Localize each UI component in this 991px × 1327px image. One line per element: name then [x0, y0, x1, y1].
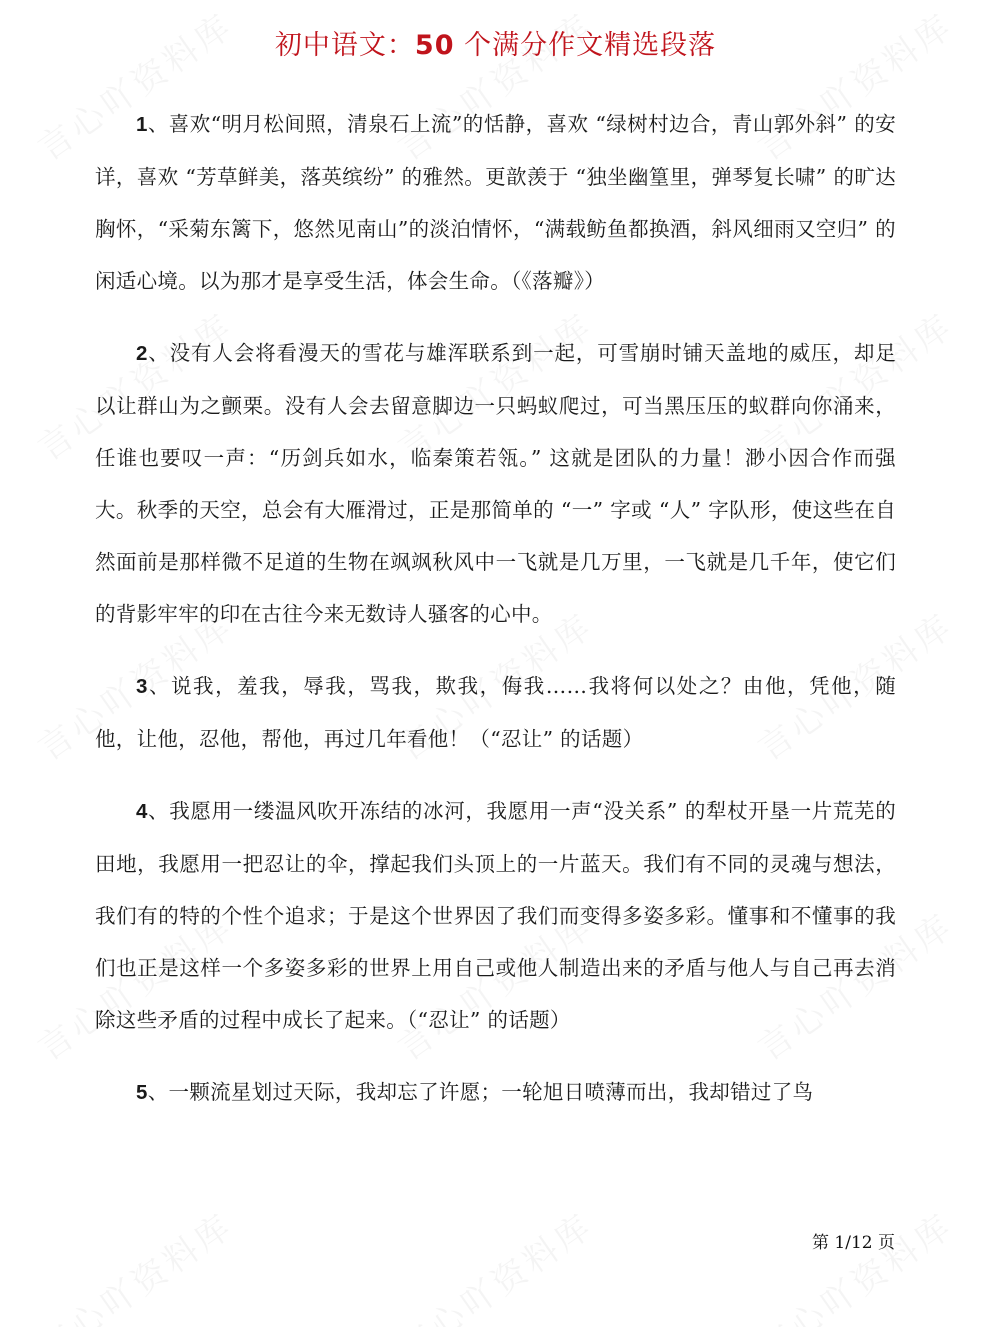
- paragraph-text: 、一颗流星划过天际，我却忘了许愿；一轮旭日喷薄而出，我却错过了鸟: [147, 1080, 814, 1104]
- paragraph-number: 3: [136, 675, 148, 698]
- paragraph-1: [95, 98, 896, 307]
- title-number: 50: [414, 30, 455, 61]
- paragraph-4: [95, 785, 896, 1046]
- paragraph-text: 、我愿用一缕温风吹开冻结的冰河，我愿用一声“没关系” 的犁杖开垦一片荒芜的田地，我愿用一把忍让的伞，撑起我们头顶上的一片蓝天。我们有不同的灵魂与想法，我们有的特的个性个追求；于是这个世界因了我们而变得多姿多彩。懂事和不懂事的我们也正是这样一个多姿多彩的世界上用自己或他人制造出来的矛盾与他人与自己再去消除这些矛盾的过程中成长了起来。（“忍让” 的话题）: [95, 799, 896, 1032]
- document-title: [95, 0, 896, 66]
- title-prefix: 初中语文：: [274, 30, 415, 61]
- title-suffix: 个满分作文精选段落: [454, 30, 717, 61]
- watermark: [27, 1199, 242, 1327]
- paragraph-5: [95, 1066, 896, 1119]
- paragraph-text: 、喜欢“明月松间照，清泉石上流”的恬静，喜欢 “绿树村边合，青山郭外斜” 的安详，喜欢 “芳草鲜美，落英缤纷” 的雅然。更歆羡于 “独坐幽篁里，弹琴复长啸” 的旷达胸怀，“采菊东篱下，悠然见南山”的淡泊情怀，“满载鲂鱼都换酒，斜风细雨又空归” 的闲适心境。以为那才是享受生活，体会生命。（《落瓣》）: [95, 112, 896, 293]
- paragraph-text: 、没有人会将看漫天的雪花与雄浑联系到一起，可雪崩时铺天盖地的威压，却足以让群山为之颤栗。没有人会去留意脚边一只蚂蚁爬过，可当黑压压的蚁群向你涌来，任谁也要叹一声：“历剑兵如水，临秦策若瓴。” 这就是团队的力量！渺小因合作而强大。秋季的天空，总会有大雁滑过，正是那简单的 “一” 字或 “人” 字队形，使这些在自然面前是那样微不足道的生物在飒飒秋风中一飞就是几万里，一飞就是几千年，使它们的背影牢牢的印在古往今来无数诗人骚客的心中。: [95, 341, 896, 626]
- paragraph-text: 、说我，羞我，辱我，骂我，欺我，侮我……我将何以处之？由他，凭他，随他，让他，忍他，帮他，再过几年看他！（“忍让” 的话题）: [95, 674, 896, 751]
- page-number: 第 1/12 页: [812, 1233, 895, 1253]
- paragraph-number: 4: [136, 800, 148, 823]
- paragraph-number: 5: [136, 1081, 148, 1104]
- watermark: [747, 1199, 962, 1327]
- paragraph-3: [95, 660, 896, 765]
- document-body: [95, 98, 896, 1119]
- watermark: [387, 1199, 602, 1327]
- paragraph-number: 1: [136, 113, 148, 136]
- paragraph-2: [95, 327, 896, 640]
- paragraph-number: 2: [136, 342, 148, 365]
